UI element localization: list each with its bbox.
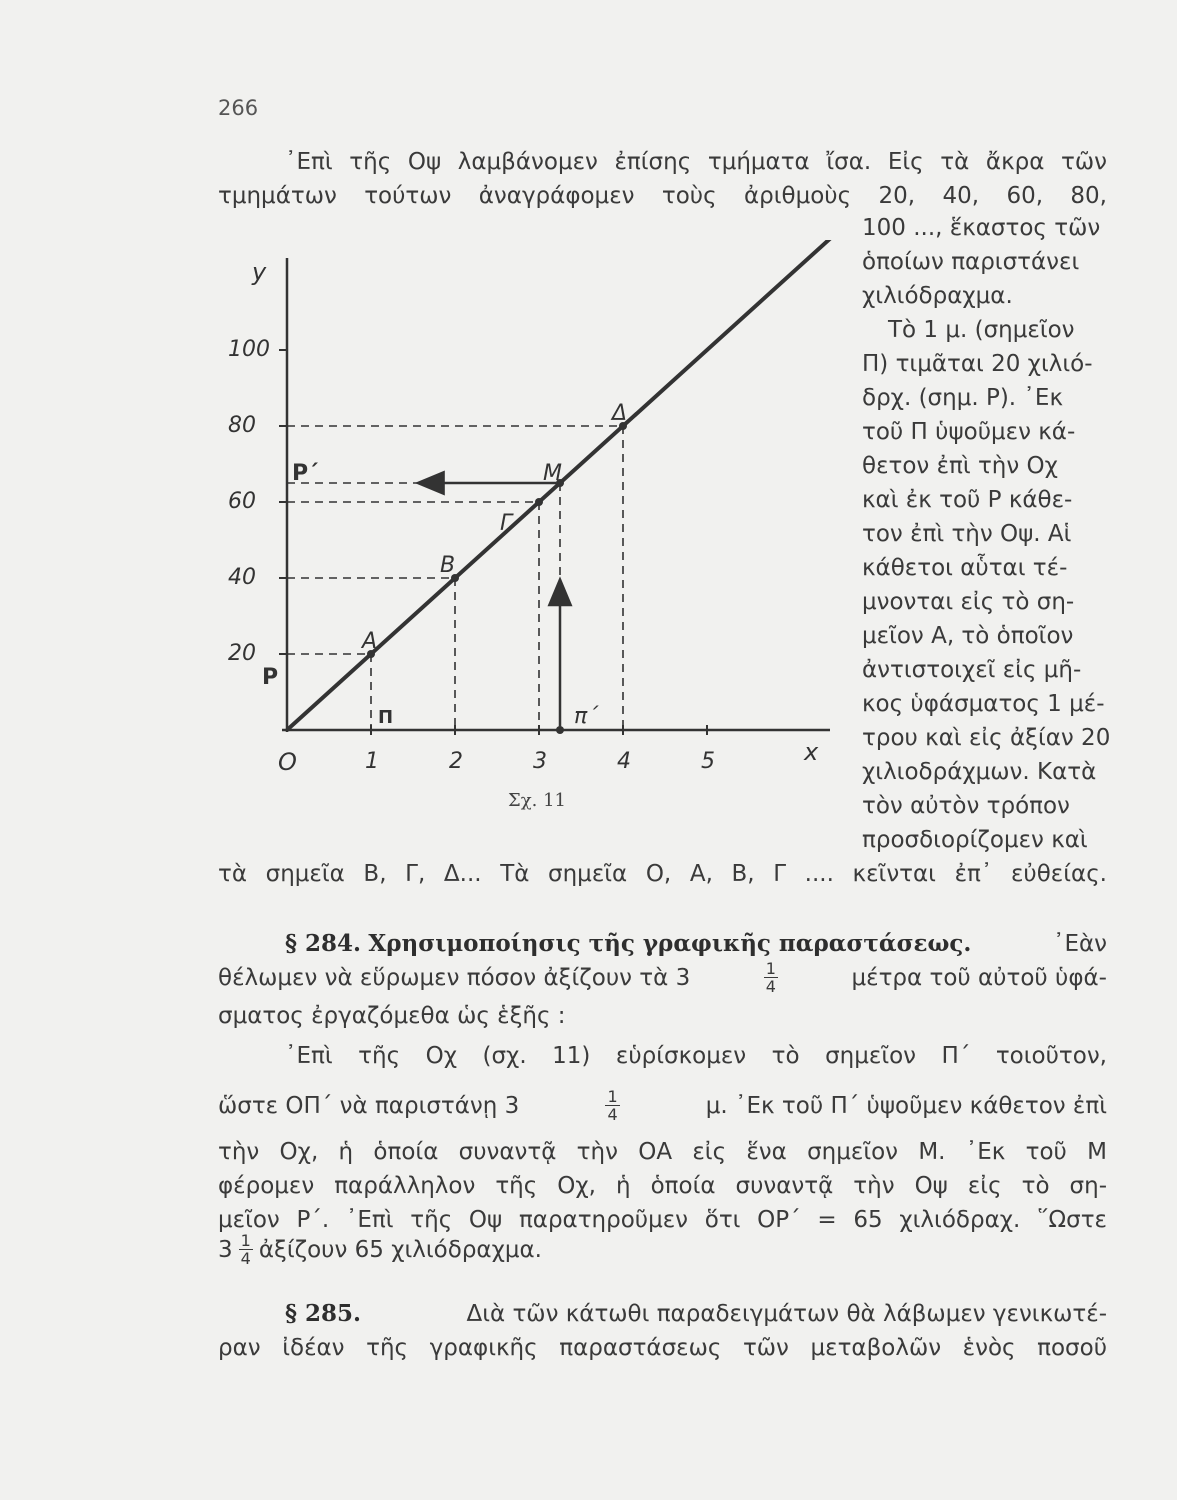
side-line: Π) τιμᾶται 20 χιλιό- [862, 351, 1093, 377]
y-axis-label: y [252, 258, 267, 286]
y-tick-label: 20 [228, 641, 256, 666]
section-284-title: Χρησιμοποίησις τῆς γραφικῆς παραστάσεως. [368, 930, 972, 957]
fraction-num: 1 [240, 1231, 251, 1250]
point-label-M: M [543, 461, 562, 486]
point-Γ [535, 498, 543, 506]
side-line: ἀντιστοιχεῖ εἰς μῆ- [862, 657, 1082, 683]
figure-caption: Σχ. 11 [508, 790, 566, 811]
text-q4-a: ὥστε ΟΠ΄ νὰ παριστάνῃ 3 [218, 1092, 520, 1119]
side-line: τον ἐπὶ τὴν Οψ. Αἱ [862, 521, 1072, 547]
point-label-P: P [262, 665, 279, 690]
point-pi-prime [556, 726, 564, 734]
x-axis-label: x [804, 738, 819, 766]
x-tick-label: 2 [449, 749, 463, 774]
point-label-A: A [362, 629, 378, 654]
point-label-Pi: Π [378, 707, 394, 728]
point-label-B: B [440, 553, 456, 578]
side-line: τοῦ Π ὑψοῦμεν κά- [862, 419, 1076, 445]
section-285-line-1 [285, 1298, 1107, 1330]
section-285-number: § 285. [285, 1300, 362, 1327]
fraction-num: 1 [765, 959, 776, 978]
side-line: μεῖον Α, τὸ ὁποῖον [862, 623, 1074, 649]
y-tick-label: 40 [228, 565, 256, 590]
text-q8-b: ἀξίζουν 65 χιλιόδραχμα. [258, 1236, 542, 1263]
side-line: 100 ..., ἕκαστος τῶν [862, 215, 1101, 241]
page-number: 266 [218, 96, 259, 120]
text-q1-b: μέτρα τοῦ αὐτοῦ ὑφά- [851, 964, 1107, 991]
fraction [239, 1232, 253, 1267]
section-285-line-2: ραν ἰδέαν τῆς γραφικῆς παραστάσεως τῶν μεταβολῶν ἑνὸς ποσοῦ [218, 1335, 1107, 1361]
y-tick-label: 60 [228, 489, 256, 514]
x-tick-label: 4 [617, 749, 631, 774]
side-line: καὶ ἐκ τοῦ Ρ κάθε- [862, 487, 1073, 513]
fraction-num: 1 [607, 1087, 618, 1106]
side-line: χιλιόδραχμα. [862, 283, 1013, 309]
section-285-text-a: Διὰ τῶν κάτωθι παραδειγμάτων θὰ λάβωμεν γενικωτέ- [466, 1301, 1107, 1327]
side-line: θετον ἐπὶ τὴν Οχ [862, 453, 1058, 479]
fraction [605, 1088, 619, 1123]
y-tick-label: 80 [228, 413, 256, 438]
text-line-2: τμημάτων τούτων ἀναγράφομεν τοὺς ἀριθμοὺς 20, 40, 60, 80, [218, 183, 1107, 209]
text-line-q5: τὴν Οχ, ἡ ὁποία συναντᾷ τὴν ΟΑ εἰς ἕνα σημεῖον Μ. ᾿Εκ τοῦ Μ [218, 1139, 1107, 1165]
point-label-P-prime: P΄ [292, 461, 318, 486]
side-line: δρχ. (σημ. Ρ). ᾿Εκ [862, 385, 1064, 411]
origin-label: O [278, 748, 297, 776]
side-line: προσδιορίζομεν καὶ [862, 827, 1088, 853]
text-q1-a: θέλωμεν νὰ εὕρωμεν πόσον ἀξίζουν τὰ 3 [218, 964, 691, 991]
text-line-q7: μεῖον Ρ΄. ᾿Επὶ τῆς Οψ παρατηροῦμεν ὅτι ΟΡ΄ = 65 χιλιόδραχ. ῞Ωστε [218, 1207, 1107, 1233]
side-line: Τὸ 1 μ. (σημεῖον [888, 317, 1075, 343]
text-line-after-figure: τὰ σημεῖα Β, Γ, Δ... Τὰ σημεῖα Ο, Α, Β, Γ .... κεῖνται ἐπ᾿ εὐθείας. [218, 861, 1107, 887]
section-284-end: ᾿Εὰν [1052, 931, 1107, 957]
text-line-q1 [218, 960, 1107, 995]
text-line-q3: ᾿Επὶ τῆς Οχ (σχ. 11) εὑρίσκομεν τὸ σημεῖον Π΄ τοιοῦτον, [285, 1043, 1107, 1069]
x-tick-label: 1 [365, 749, 379, 774]
side-line: κάθετοι αὗται τέ- [862, 555, 1068, 581]
section-284-number: § 284. [285, 930, 362, 957]
point-label-Pi-prime: π΄ [574, 704, 599, 729]
text-q8-a: 3 [218, 1236, 233, 1263]
side-line: τρου καὶ εἰς ἀξίαν 20 [862, 725, 1111, 751]
side-line: κος ὑφάσματος 1 μέ- [862, 691, 1105, 717]
fraction-den: 4 [765, 977, 776, 996]
fraction [764, 960, 778, 995]
figure-11 [200, 240, 840, 790]
side-line: χιλιοδράχμων. Κατὰ [862, 759, 1097, 785]
fraction-den: 4 [607, 1105, 618, 1124]
section-284-heading [285, 928, 1107, 960]
text-line-1: ᾿Επὶ τῆς Οψ λαμβάνομεν ἐπίσης τμήματα ἴσα. Εἰς τὰ ἄκρα τῶν [285, 149, 1107, 175]
text-line-q6: φέρομεν παράλληλον τῆς Οχ, ἡ ὁποία συναντᾷ τὴν Οψ εἰς τὸ ση- [218, 1173, 1107, 1199]
x-tick-label: 5 [701, 749, 715, 774]
point-label-D: Δ [612, 401, 628, 426]
y-tick-label: 100 [228, 337, 270, 362]
point-label-G: Γ [500, 511, 513, 536]
side-line: ὁποίων παριστάνει [862, 249, 1080, 275]
text-q4-b: μ. ᾿Εκ τοῦ Π΄ ὑψοῦμεν κάθετον ἐπὶ [705, 1092, 1107, 1119]
text-line-q8 [218, 1232, 542, 1267]
text-line-q2: σματος ἐργαζόμεθα ὡς ἑξῆς : [218, 1003, 566, 1029]
side-line: τὸν αὐτὸν τρόπον [862, 793, 1070, 819]
fraction-den: 4 [240, 1249, 251, 1268]
x-tick-label: 3 [533, 749, 547, 774]
side-line: μνονται εἰς τὸ ση- [862, 589, 1075, 615]
text-line-q4 [218, 1088, 1107, 1123]
